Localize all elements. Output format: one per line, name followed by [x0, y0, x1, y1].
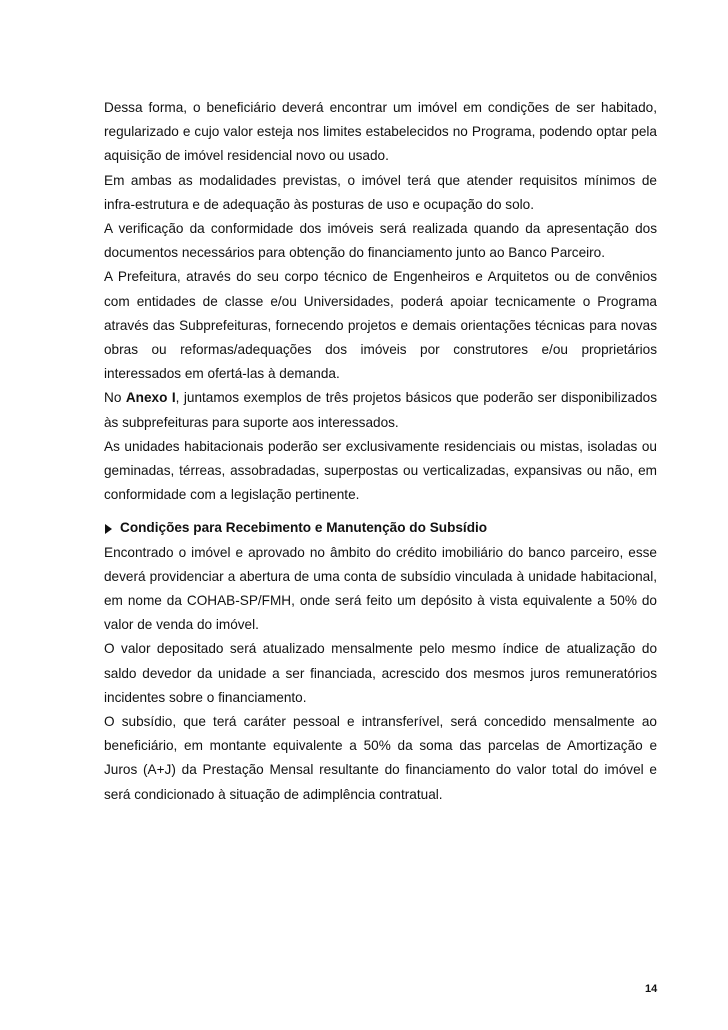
annex-reference: Anexo I: [125, 390, 176, 406]
annex-prefix: No: [104, 390, 126, 406]
paragraph-beneficiary: Dessa forma, o beneficiário deverá encontrar um imóvel em condições de ser habitado, regularizado e cujo valor esteja nos limites estabelecidos no Programa, podendo optar pela aquisição de imóvel residencial novo ou usado.: [104, 100, 657, 164]
page-content: [104, 96, 657, 807]
paragraph-prefeitura: A Prefeitura, através do seu corpo técnico de Engenheiros e Arquitetos ou de convênios com entidades de classe e/ou Universidades, poderá apoiar tecnicamente o Programa através das Subprefeituras, fornecendo projetos e demais orientações técnicas para novas obras ou reformas/adequações dos imóveis por construtores e/ou proprietários interessados em ofertá-las à demanda.: [104, 269, 657, 382]
paragraph-account: Encontrado o imóvel e aprovado no âmbito do crédito imobiliário do banco parceiro, esse deverá providenciar a abertura de uma conta de subsídio vinculada à unidade habitacional, em nome da COHAB-SP/FMH, onde será feito um depósito à vista equivalente a 50% do valor de venda do imóvel.: [104, 544, 657, 633]
paragraph-deposit-update: O valor depositado será atualizado mensalmente pelo mesmo índice de atualização do saldo devedor da unidade a ser financiada, acrescido dos mesmos juros remuneratórios incidentes sobre o financiamento.: [104, 641, 657, 705]
section-heading: [104, 516, 657, 540]
paragraph-verification: A verificação da conformidade dos imóveis será realizada quando da apresentação dos documentos necessários para obtenção do financiamento junto ao Banco Parceiro.: [104, 221, 657, 261]
paragraph-annex: [104, 386, 657, 434]
arrow-bullet-icon: [105, 524, 112, 534]
section-heading-text: Condições para Recebimento e Manutenção do Subsídio: [120, 520, 488, 536]
paragraph-modalities: Em ambas as modalidades previstas, o imóvel terá que atender requisitos mínimos de infra-estrutura e de adequação às posturas de uso e ocupação do solo.: [104, 172, 657, 212]
paragraph-units: As unidades habitacionais poderão ser exclusivamente residenciais ou mistas, isoladas ou geminadas, térreas, assobradadas, superpostas ou verticalizadas, expansivas ou não, em conformidade com a legislação pertinente.: [104, 438, 657, 503]
annex-suffix: , juntamos exemplos de três projetos básicos que poderão ser disponibilizados às subprefeituras para suporte aos interessados.: [104, 390, 657, 430]
paragraph-subsidy: O subsídio, que terá caráter pessoal e intransferível, será concedido mensalmente ao beneficiário, em montante equivalente a 50% da soma das parcelas de Amortização e Juros (A+J) da Prestação Mensal resultante do financiamento do valor total do imóvel e será condicionado à situação de adimplência contratual.: [104, 714, 657, 802]
page-number: 14: [645, 983, 658, 995]
